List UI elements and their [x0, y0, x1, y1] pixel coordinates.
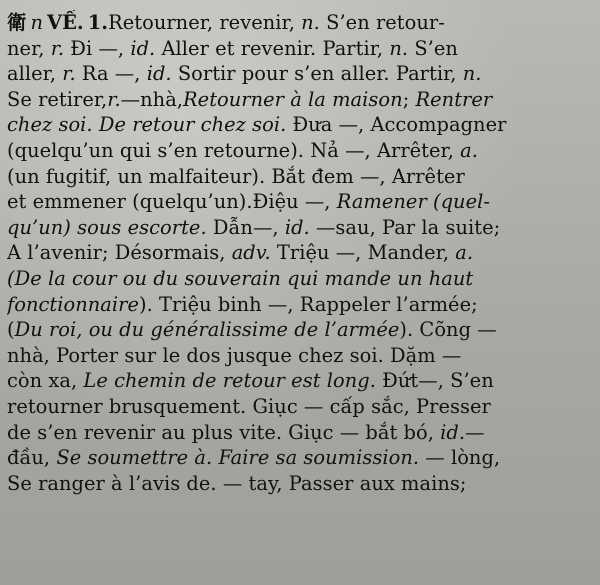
text-segment: Đưa —, Accompagner [286, 113, 507, 137]
cjk-headword: 衛 [7, 11, 27, 34]
text-segment: ner, [7, 36, 51, 60]
dictionary-line [7, 61, 592, 87]
dictionary-line [7, 36, 592, 62]
text-segment: Se soumettre à. Faire sa soumission. [56, 446, 420, 470]
text-segment: aller, [7, 62, 63, 86]
text-segment: Ramener (quel- [336, 190, 490, 214]
text-segment: — lòng, [419, 446, 501, 470]
dictionary-line [7, 10, 592, 36]
text-segment: ; [402, 87, 416, 111]
text-segment: Rentrer [415, 87, 493, 111]
text-segment: đầu, [7, 446, 57, 470]
text-segment: n [30, 11, 43, 34]
dictionary-line [7, 240, 592, 266]
text-segment: id. [440, 420, 466, 444]
text-segment: — [465, 420, 485, 444]
text-segment: —sau, Par la suite; [309, 215, 501, 239]
text-segment: Dẫn—, [206, 215, 285, 239]
text-segment: n. [462, 62, 482, 86]
dictionary-line [7, 317, 592, 343]
text-segment: Đứt—, S’en [375, 369, 494, 393]
text-segment: adv. [231, 241, 271, 265]
dictionary-line [7, 138, 592, 164]
dictionary-line [7, 445, 592, 471]
text-segment: Ra —, [75, 62, 147, 86]
text-segment: de s’en revenir au plus vite. Giục — bắt bó, [7, 420, 441, 444]
dictionary-entry-text [7, 10, 592, 496]
text-segment: —nhà, [120, 87, 184, 111]
text-segment: 1. [87, 11, 109, 34]
dictionary-line [7, 112, 592, 138]
text-segment: Se retirer, [7, 87, 108, 111]
dictionary-line [7, 266, 592, 292]
text-segment: Aller et revenir. Partir, [155, 36, 390, 60]
text-segment: chez soi. De retour chez soi. [7, 113, 287, 137]
text-segment: r. [107, 87, 121, 111]
text-segment: Se ranger à l’avis de. — tay, Passer aux mains; [7, 471, 467, 495]
dictionary-line [7, 215, 592, 241]
text-segment: Retourner, revenir, [108, 11, 302, 34]
text-segment: còn xa, [7, 369, 84, 393]
text-segment: A l’avenir; Désormais, [7, 241, 232, 265]
text-segment: Đi —, [64, 36, 131, 60]
dictionary-line [7, 471, 592, 497]
text-segment: a. [460, 138, 478, 162]
text-segment: a. [455, 241, 474, 265]
text-segment: qu’un) sous escorte. [7, 215, 207, 239]
dictionary-line [7, 87, 592, 113]
text-segment: Triệu —, Mander, [270, 241, 456, 265]
text-segment: S’en [408, 36, 458, 60]
text-segment: ). Cõng — [399, 318, 497, 342]
text-segment: fonctionnaire [7, 292, 140, 316]
text-segment: n. [389, 36, 409, 60]
dictionary-line [7, 394, 592, 420]
text-segment: id. [130, 36, 156, 60]
dictionary-line [7, 420, 592, 446]
text-segment: VỀ. [47, 11, 84, 34]
text-segment: n. [301, 11, 320, 34]
text-segment: S’en retour- [319, 11, 445, 34]
text-segment: nhà, Porter sur le dos jusque chez soi. Dặm — [7, 343, 462, 367]
text-segment: (un fugitif, un malfaiteur). Bắt đem —, Arrêter [7, 164, 465, 188]
text-segment: et emmener (quelqu’un).Điệu —, [7, 190, 337, 214]
text-segment: (quelqu’un qui s’en retourne). Nả —, Arrêter, [7, 138, 461, 162]
text-segment: id. [146, 62, 172, 86]
dictionary-line [7, 343, 592, 369]
text-segment: Le chemin de retour est long. [83, 369, 376, 393]
text-segment: Retourner à la maison [183, 87, 403, 111]
text-segment: ). Triệu binh —, Rappeler l’armée; [139, 292, 478, 316]
dictionary-line [7, 368, 592, 394]
text-segment: retourner brusquement. Giục — cấp sắc, Presser [7, 394, 491, 418]
text-segment: r. [62, 62, 76, 86]
dictionary-line [7, 292, 592, 318]
text-segment: id. [284, 215, 310, 239]
text-segment: r. [50, 36, 65, 60]
dictionary-line [7, 164, 592, 190]
text-segment: (De la cour ou du souverain qui mande un haut [7, 266, 474, 290]
text-segment: Sortir pour s’en aller. Partir, [171, 62, 463, 86]
dictionary-line [7, 189, 592, 215]
text-segment: ( [7, 318, 15, 342]
text-segment: Du roi, ou du généralissime de l’armée [14, 318, 400, 342]
